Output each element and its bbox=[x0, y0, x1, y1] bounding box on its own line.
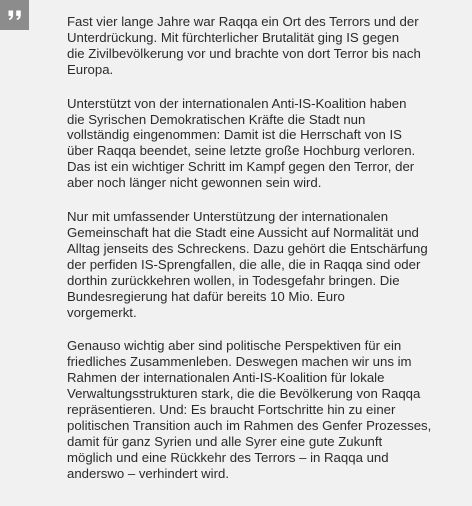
quote-text bbox=[67, 14, 461, 482]
paragraph: Unterstützt von der internationalen Anti-IS-Koalition haben die Syrischen Demokratischen Kräfte die Stadt nun vollständig eingenommen: Damit ist die Herrschaft von IS über Raqqa beendet, seine letzte große Hochburg verloren. Das ist ein wichtiger Schritt im Kampf gegen den Terror, der aber noch länger nicht gewonnen sein wird. bbox=[67, 95, 416, 191]
paragraph: Fast vier lange Jahre war Raqqa ein Ort des Terrors und der Unterdrückung. Mit fürchterlicher Brutalität ging IS gegen die Zivilbevölkerung vor und brachte von dort Terror bis nach Europa. bbox=[67, 14, 421, 77]
paragraph: Nur mit umfassender Unterstützung der internationalen Gemeinschaft hat die Stadt eine Aussicht auf Normalität und Alltag jenseits des Schreckens. Dazu gehört die Entschärfung der perfiden IS-Sprengfallen, die alle, die in Raqqa sind oder dorthin zurückkehren wollen, in Todesgefahr bringen. Die Bundesregierung hat dafür bereits 10 Mio. Euro vorgemerkt. bbox=[67, 209, 428, 320]
quote-badge bbox=[0, 0, 29, 30]
quote-icon bbox=[7, 9, 23, 21]
paragraph: Genauso wichtig aber sind politische Perspektiven für ein friedliches Zusammenleben. Deswegen machen wir uns im Rahmen der internationalen Anti-IS-Koalition für lokale Verwaltungsstrukturen stark, die die Bevölkerung von Raqqa repräsentieren. Und: Es braucht Fortschritte hin zu einer politischen Transition auch im Rahmen des Genfer Prozesses, damit für ganz Syrien und alle Syrer eine gute Zukunft möglich und eine Rückkehr des Terrors – in Raqqa und anderswo – verhindert wird. bbox=[67, 338, 432, 481]
